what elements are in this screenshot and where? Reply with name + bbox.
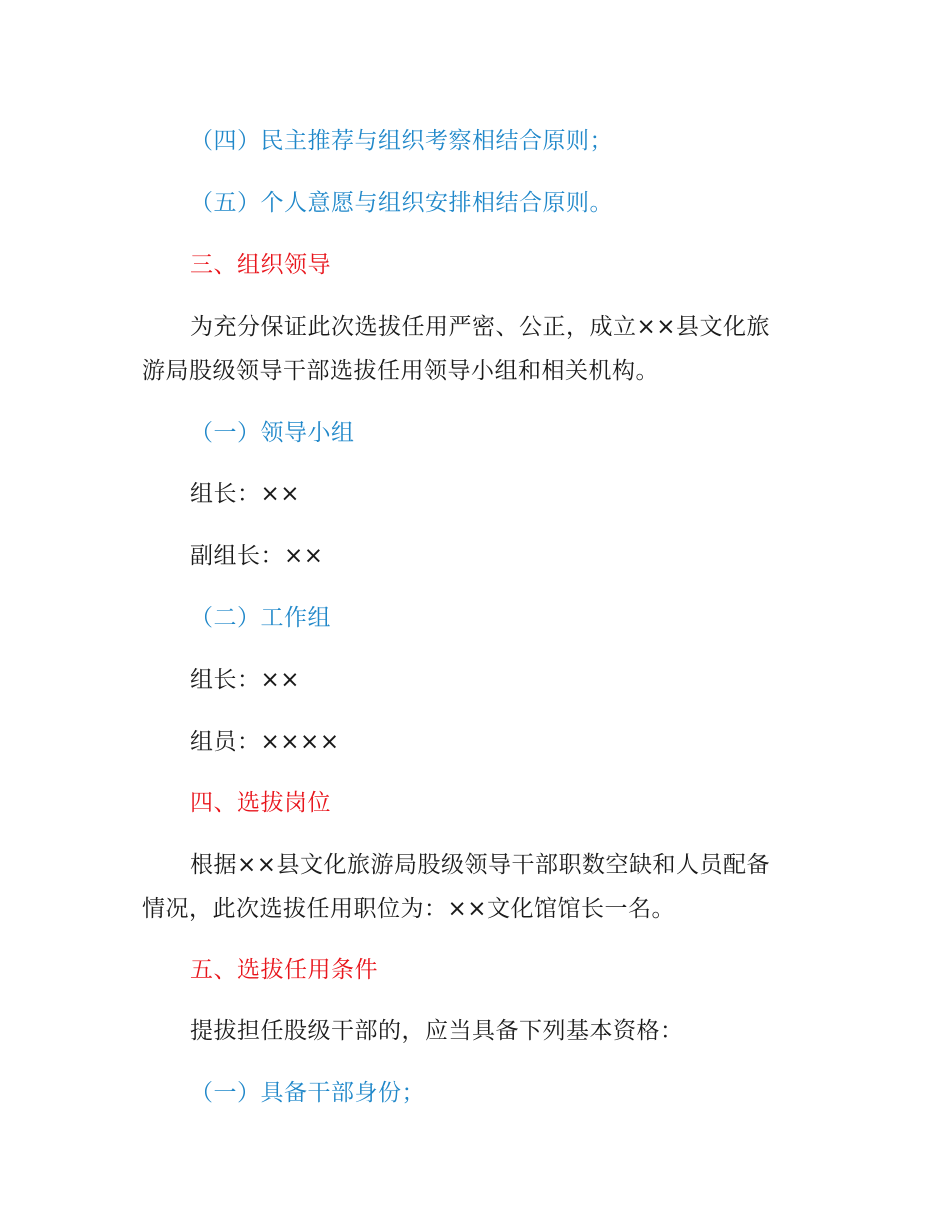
subheading-leadership-group: （一）领导小组 [190, 420, 355, 446]
member-entry: 组员：×××× [190, 729, 340, 755]
deputy-leader-entry: 副组长：×× [190, 543, 324, 569]
principle-item-4: （四）民主推荐与组织考察相结合原则； [190, 128, 613, 154]
section-heading-positions: 四、选拔岗位 [190, 790, 331, 816]
leader-entry: 组长：×× [190, 667, 301, 693]
principle-item-5: （五）个人意愿与组织安排相结合原则。 [190, 190, 613, 216]
section-heading-conditions: 五、选拔任用条件 [190, 957, 378, 983]
paragraph-line: 根据××县文化旅游局股级领导干部职数空缺和人员配备 [190, 852, 771, 878]
paragraph-line: 游局股级领导干部选拔任用领导小组和相关机构。 [142, 358, 659, 384]
subheading-work-group: （二）工作组 [190, 605, 331, 631]
section-heading-organization: 三、组织领导 [190, 252, 331, 278]
condition-item-1: （一）具备干部身份； [190, 1080, 425, 1106]
paragraph-line: 提拔担任股级干部的，应当具备下列基本资格： [190, 1018, 684, 1044]
paragraph-line: 情况，此次选拔任用职位为：××文化馆馆长一名。 [142, 896, 676, 922]
paragraph-line: 为充分保证此次选拔任用严密、公正，成立××县文化旅 [190, 314, 771, 340]
leader-entry: 组长：×× [190, 481, 301, 507]
